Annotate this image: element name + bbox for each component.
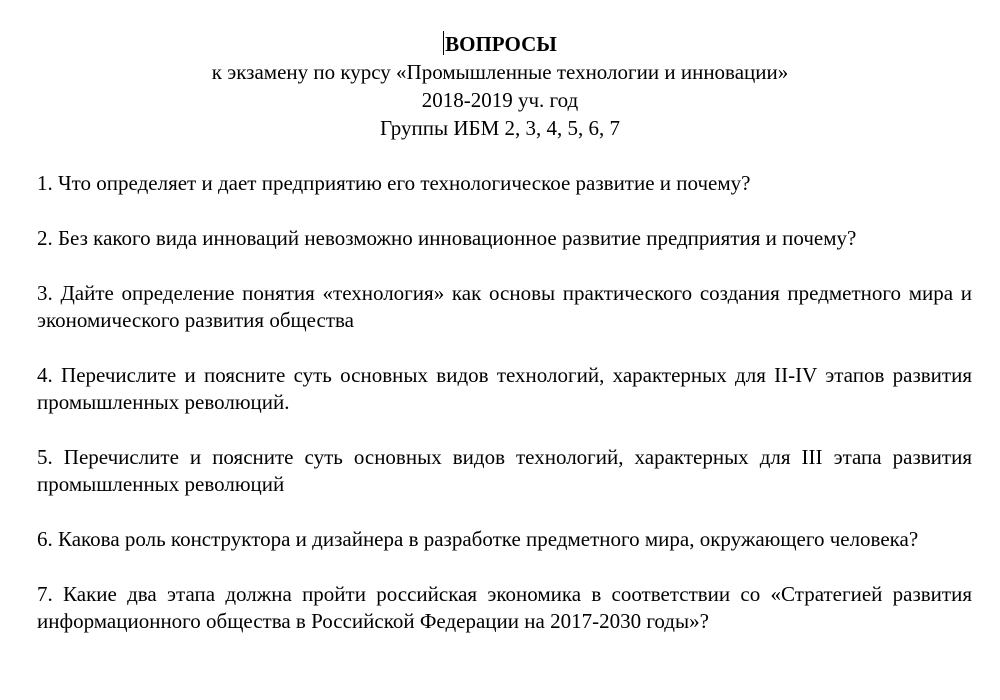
text-cursor (443, 31, 444, 55)
document-header (0, 30, 1000, 142)
question-item: 5. Перечислите и поясните суть основных видов технологий, характерных для III этапа развития промышленных революций (37, 445, 972, 496)
question-item: 3. Дайте определение понятия «технология» как основы практического создания предметного мира и экономического развития общества (37, 281, 972, 332)
question-item: 1. Что определяет и дает предприятию его технологическое развитие и почему? (37, 171, 751, 195)
page-title: ВОПРОСЫ (445, 32, 557, 56)
question-item: 6. Какова роль конструктора и дизайнера в разработке предметного мира, окружающего человека? (37, 527, 919, 551)
question-item: 4. Перечислите и поясните суть основных видов технологий, характерных для II-IV этапов развития промышленных революций. (37, 363, 972, 414)
question-item: 7. Какие два этапа должна пройти российская экономика в соответствии со «Стратегией развития информационного общества в Российской Федерации на 2017-2030 годы»? (37, 582, 972, 633)
questions-list (37, 170, 972, 663)
groups-line: Группы ИБМ 2, 3, 4, 5, 6, 7 (379, 116, 621, 140)
exam-subtitle: к экзамену по курсу «Промышленные технологии и инновации» (211, 60, 789, 84)
academic-year: 2018-2019 уч. год (421, 88, 579, 112)
header-title-line (0, 30, 1000, 58)
question-item: 2. Без какого вида инноваций невозможно инновационное развитие предприятия и почему? (37, 226, 857, 250)
